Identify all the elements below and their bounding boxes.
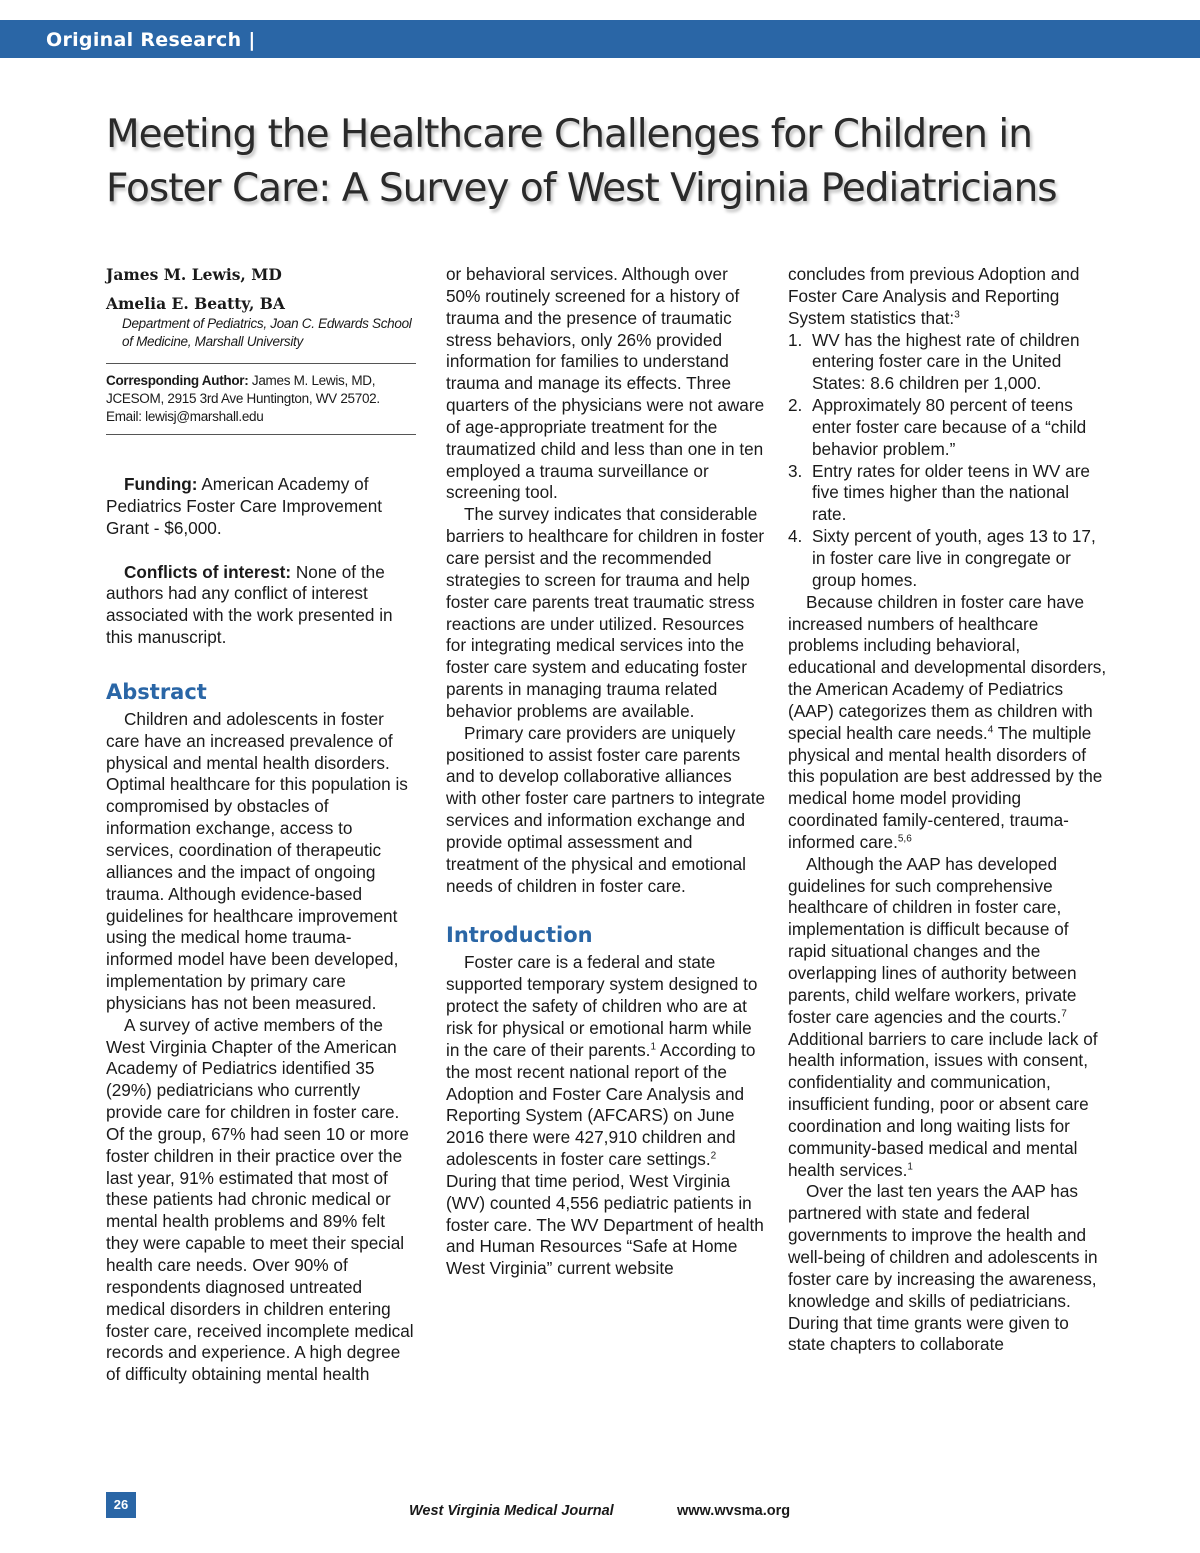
- intro-paragraph-4: Over the last ten years the AAP has partnered with state and federal governments to improve the health and well-being of children and adolescents in foster care by increasing the awareness, knowledge and skills of pediatricians. During that time grants were given to state chapters to collaborate: [788, 1181, 1098, 1355]
- list-number: 3.: [788, 460, 803, 481]
- abstract-paragraph-2: A survey of active members of the West Virginia Chapter of the American Academy of Pediatrics identified 35 (29%) pediatricians who currently provide care for children in foster care. Of the group, 67% had seen 10 or more foster children in their practice over the last year, 91% estimated that most of these patients had chronic medical or mental health problems and 89% felt they were capable to meet their special health care needs. Over 90% of respondents diagnosed untreated medical disorders in children entering foster care, received incomplete medical records and experience. A high degree of difficulty obtaining mental health: [106, 1014, 414, 1385]
- list-item: [788, 461, 1108, 527]
- column-1: [106, 264, 416, 1386]
- intro-paragraph-2: [788, 592, 1108, 854]
- funding-label: Funding:: [124, 474, 198, 494]
- author-1: James M. Lewis, MD: [106, 265, 282, 284]
- list-number: 2.: [788, 395, 803, 416]
- divider-bottom: [106, 434, 416, 435]
- conflicts-text: None of the authors had any conflict of interest associated with the work presented in this manuscript.: [106, 561, 393, 648]
- list-item: [788, 330, 1108, 396]
- citation-ref: 2: [710, 1150, 717, 1162]
- conflicts: [106, 562, 416, 649]
- intro-p2-text-a: Because children in foster care have increased numbers of healthcare problems including behavioral, educational and developmental disorders, the American Academy of Pediatrics (AAP) categorizes them as children with special health care needs.: [788, 591, 1107, 743]
- corresponding-label: Corresponding Author:: [106, 373, 249, 388]
- intro-paragraph-1-continued: [788, 264, 1108, 330]
- abstract-heading: Abstract: [106, 679, 207, 704]
- intro-p3-text-a: Although the AAP has developed guidelines for such comprehensive healthcare of children in foster care, implementation is difficult because of rapid situational changes and the overlapping lines of authority between parents, child welfare workers, private foster care agencies and the courts.: [788, 853, 1077, 1027]
- abstract-paragraph-4: Primary care providers are uniquely positioned to assist foster care parents and to develop collaborative alliances with other foster care partners to integrate services and information exchange and provide optimal assessment and treatment of the physical and emotional needs of children in foster care.: [446, 722, 766, 896]
- divider-top: [106, 363, 416, 364]
- list-item: [788, 395, 1108, 461]
- citation-ref: 1: [650, 1041, 657, 1053]
- column-2: [446, 264, 766, 1280]
- list-number: 4.: [788, 526, 803, 547]
- abstract-paragraph-3: The survey indicates that considerable barriers to healthcare for children in foster care persist and the recommended strategies to screen for trauma and help foster care parents treat traumatic stress reactions are under utilized. Resources for integrating medical services into the foster care system and educating foster parents in managing trauma related behavior problems are available.: [446, 504, 765, 721]
- footer-journal-name: West Virginia Medical Journal: [409, 1503, 614, 1519]
- author-2: Amelia E. Beatty, BA: [106, 294, 285, 313]
- abstract-paragraph-2-continued: or behavioral services. Although over 50% routinely screened for a history of trauma and the presence of traumatic stress behaviors, only 26% provided information for families to understand trauma and manage its effects. Three quarters of the physicians were not aware of age-appropriate treatment for the traumatized child and less than one in ten employed a trauma surveillance or screening tool.: [446, 264, 765, 503]
- list-text: Approximately 80 percent of teens enter foster care because of a “child behavior problem.”: [812, 395, 1087, 459]
- intro-p2-text-b: The multiple physical and mental health disorders of this population are best addressed by the medical home model providing coordinated family-centered, trauma-informed care.: [788, 722, 1103, 852]
- intro-p1-text-b: According to the most recent national report of the Adoption and Foster Care Analysis and Reporting System (AFCARS) on June 2016 there were 427,910 children and adolescents in foster care settings.: [446, 1039, 756, 1170]
- intro-p1-text-a: Foster care is a federal and state supported temporary system designed to protect the safety of children who are at risk for physical or emotional harm while in the care of their parents.: [446, 952, 758, 1060]
- citation-ref: 7: [1061, 1007, 1067, 1019]
- corresponding-text: James M. Lewis, MD, JCESOM, 2915 3rd Ave Huntington, WV 25702. Email: lewisj@marshall.edu: [106, 373, 380, 424]
- intro-p1-text-c: During that time period, West Virginia (WV) counted 4,556 pediatric patients in foster care. The WV Department of health and Human Resources “Safe at Home West Virginia” current website: [446, 1170, 764, 1279]
- intro-paragraph-3: [788, 854, 1108, 1182]
- funding-text: American Academy of Pediatrics Foster Care Improvement Grant - $6,000.: [106, 474, 383, 538]
- corresponding-author: [106, 372, 416, 426]
- citation-ref: 1: [907, 1160, 913, 1172]
- funding: [106, 474, 416, 540]
- statistics-list: [788, 330, 1108, 592]
- section-label: Original Research |: [46, 29, 256, 51]
- citation-ref: 4: [987, 723, 994, 735]
- intro-p1-text-d: concludes from previous Adoption and Foster Care Analysis and Reporting System statistics that:: [788, 264, 1080, 328]
- intro-p3-text-b: Additional barriers to care include lack of health information, issues with consent, confidentiality and communication, insufficient funding, poor or absent care coordination and long waiting lists for community-based medical and mental health services.: [788, 1028, 1098, 1180]
- list-item: [788, 526, 1108, 592]
- affiliation: Department of Pediatrics, Joan C. Edwards School of Medicine, Marshall University: [122, 316, 412, 349]
- introduction-heading: Introduction: [446, 923, 593, 948]
- section-band: [0, 20, 1200, 58]
- article-title: Meeting the Healthcare Challenges for Children in Foster Care: A Survey of West Virginia Pediatricians: [106, 112, 1057, 211]
- intro-paragraph-1: [446, 952, 766, 1280]
- footer-website: www.wvsma.org: [677, 1503, 791, 1519]
- conflicts-label: Conflicts of interest:: [124, 561, 292, 582]
- column-3: [788, 264, 1108, 1356]
- list-text: Sixty percent of youth, ages 13 to 17, in foster care live in congregate or group homes.: [812, 526, 1096, 590]
- citation-ref: 5,6: [897, 833, 912, 845]
- page-number: 26: [106, 1492, 136, 1518]
- abstract-paragraph-1: Children and adolescents in foster care have an increased prevalence of physical and mental health disorders. Optimal healthcare for this population is compromised by obstacles of information exchange, access to services, coordination of therapeutic alliances and the impact of ongoing trauma. Although evidence-based guidelines for healthcare improvement using the medical home trauma-informed model have been developed, implementation by primary care physicians has not been measured.: [106, 708, 408, 1013]
- citation-ref: 3: [954, 308, 960, 320]
- list-number: 1.: [788, 329, 803, 350]
- list-text: Entry rates for older teens in WV are five times higher than the national rate.: [812, 460, 1090, 525]
- list-text: WV has the highest rate of children entering foster care in the United States: 8.6 children per 1,000.: [812, 329, 1080, 394]
